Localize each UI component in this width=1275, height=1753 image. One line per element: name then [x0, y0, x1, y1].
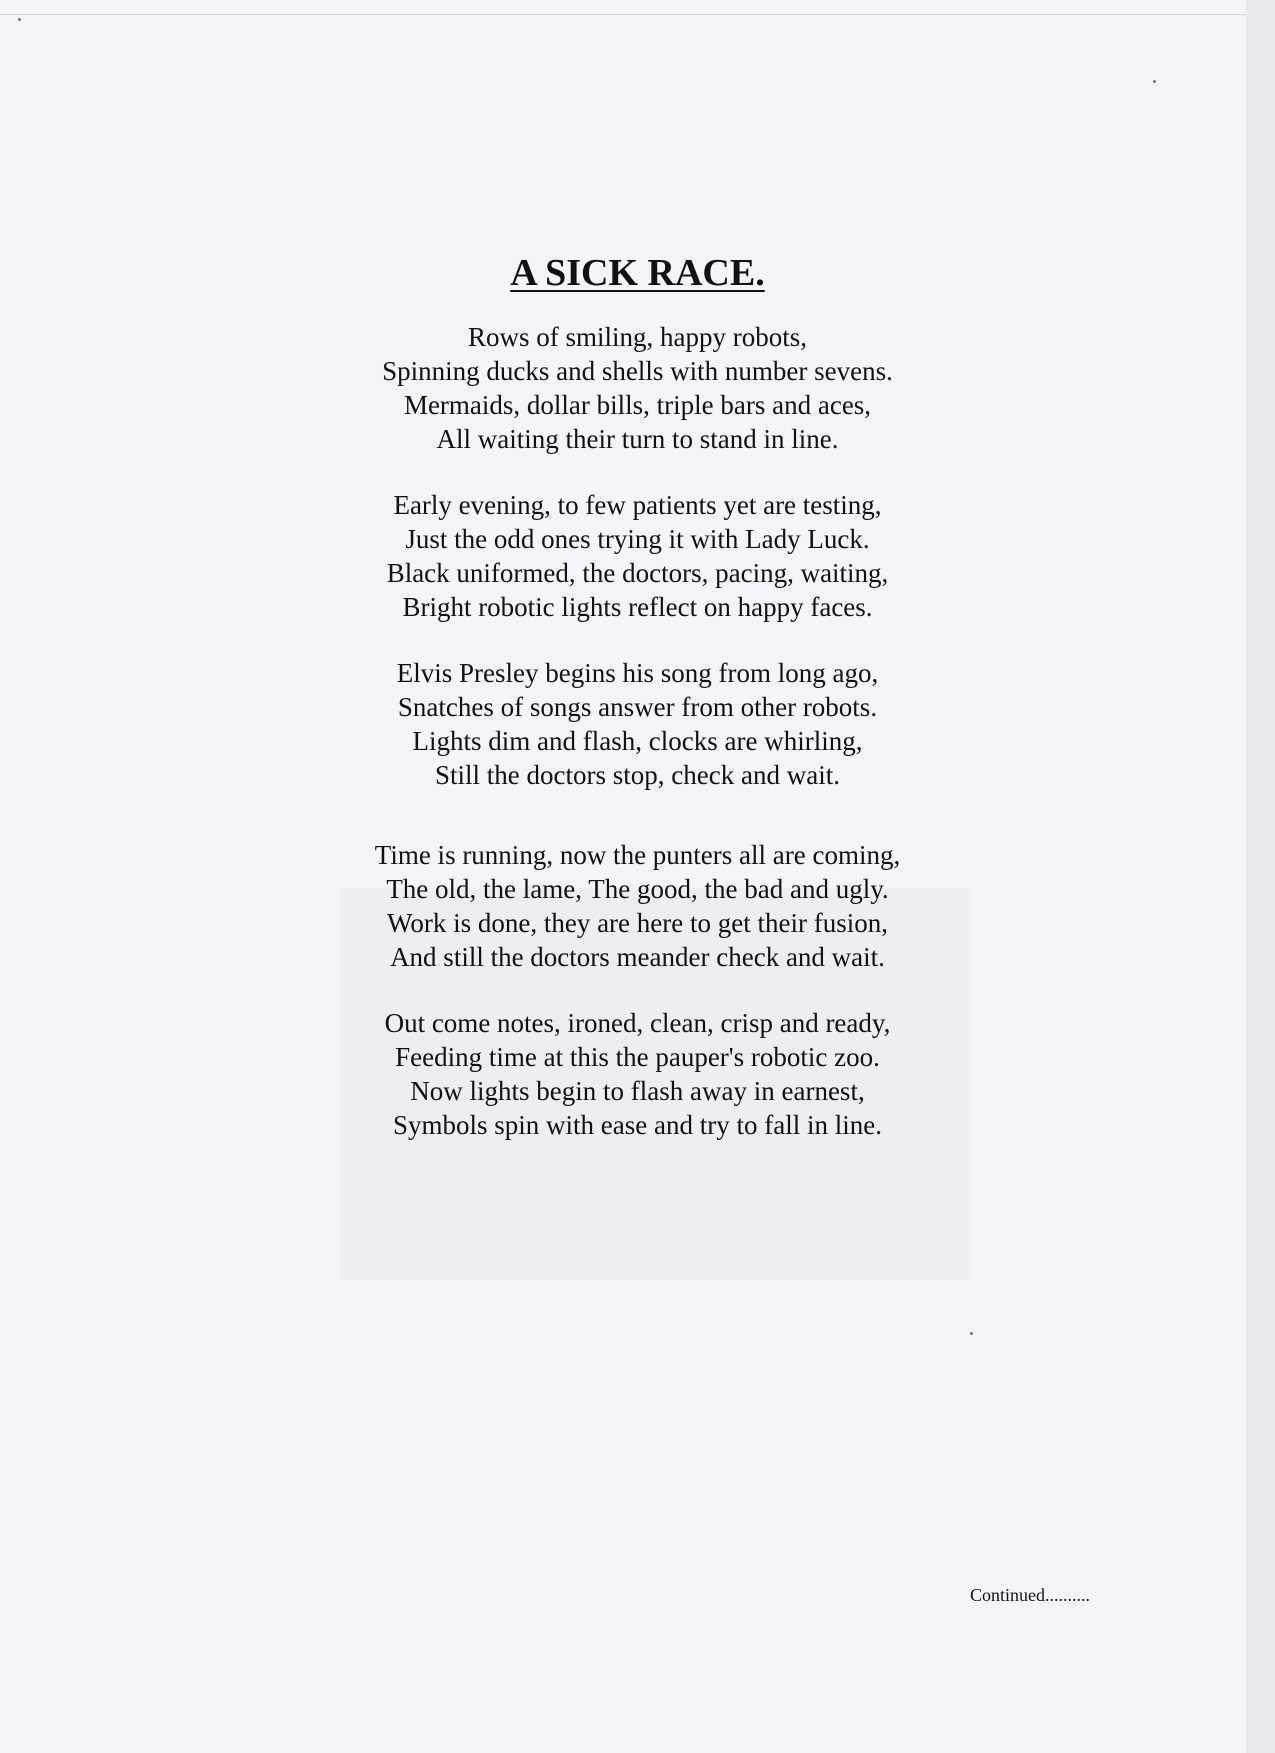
poem-line: Black uniformed, the doctors, pacing, waiting,: [386, 558, 889, 588]
poem-line: Lights dim and flash, clocks are whirling,: [412, 726, 863, 756]
page-top-edge: [0, 0, 1246, 15]
poem-line: Early evening, to few patients yet are testing,: [393, 490, 882, 520]
poem-line: Work is done, they are here to get their fusion,: [387, 908, 888, 938]
scan-speck: [970, 1332, 973, 1335]
scan-speck: [18, 18, 21, 21]
poem-title: A SICK RACE.: [510, 252, 765, 295]
poem-line: Out come notes, ironed, clean, crisp and ready,: [384, 1008, 891, 1038]
scan-speck: [1153, 80, 1156, 83]
poem-line: Symbols spin with ease and try to fall in line.: [393, 1110, 882, 1140]
poem-line: Now lights begin to flash away in earnest,: [410, 1076, 865, 1106]
poem-line: And still the doctors meander check and wait.: [390, 942, 885, 972]
poem-line: The old, the lame, The good, the bad and ugly.: [386, 874, 889, 904]
poem-body: [0, 320, 1275, 1174]
stanza: [0, 488, 1275, 624]
poem-line: Just the odd ones trying it with Lady Luck.: [405, 524, 870, 554]
poem-line: Snatches of songs answer from other robots.: [397, 692, 878, 722]
poem-line: Elvis Presley begins his song from long ago,: [396, 658, 879, 688]
poem-line: All waiting their turn to stand in line.: [436, 424, 839, 454]
continued-note: Continued..........: [970, 1585, 1090, 1605]
poem-line: Rows of smiling, happy robots,: [467, 322, 807, 352]
stanza: [0, 1006, 1275, 1142]
poem-line: Bright robotic lights reflect on happy faces.: [402, 592, 873, 622]
poem-line: Spinning ducks and shells with number sevens.: [382, 356, 893, 386]
poem-line: Mermaids, dollar bills, triple bars and aces,: [403, 390, 872, 420]
stanza: [0, 838, 1275, 974]
stanza: [0, 320, 1275, 456]
poem-line: Still the doctors stop, check and wait.: [435, 760, 840, 790]
poem-line: Feeding time at this the pauper's robotic zoo.: [395, 1042, 880, 1072]
poem-line: Time is running, now the punters all are coming,: [374, 840, 901, 870]
stanza: [0, 656, 1275, 792]
